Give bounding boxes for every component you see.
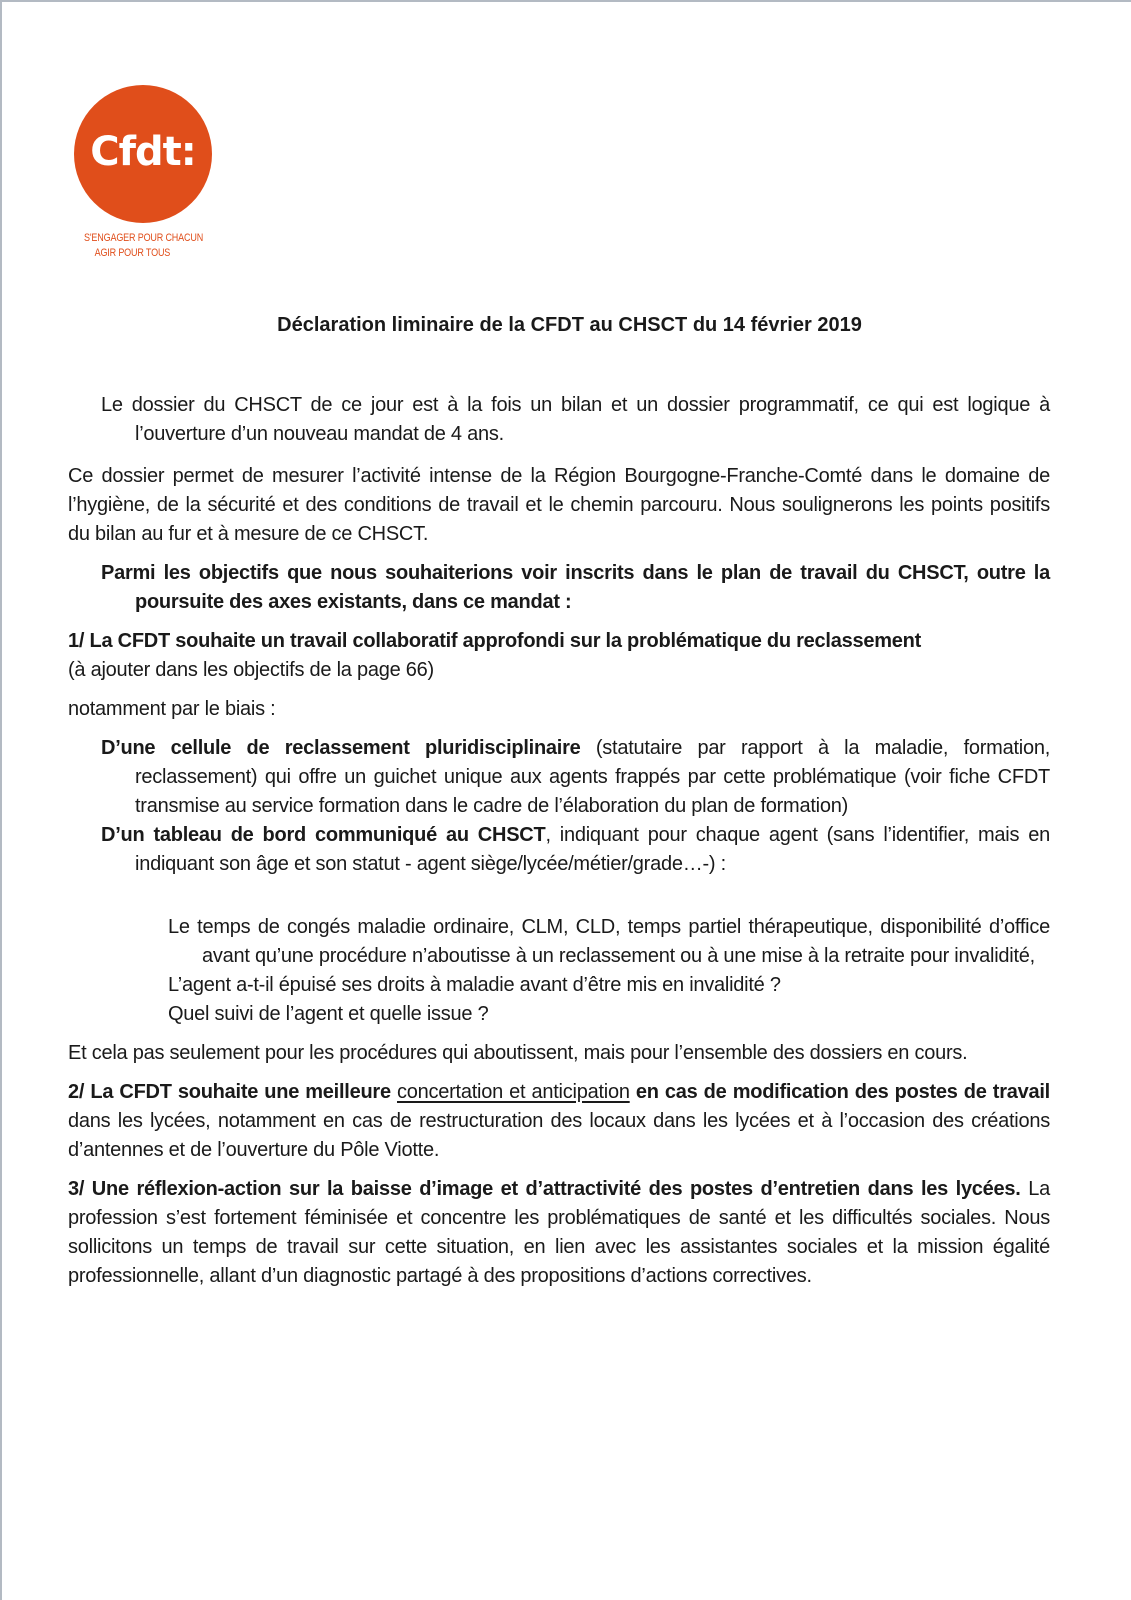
logo-tagline-line2: AGIR POUR TOUS [94, 247, 171, 259]
paragraph-context: Ce dossier permet de mesurer l’activité intense de la Région Bourgogne-Franche-Comté dans le domaine de l’hygiène, de la sécurité et des conditions de travail et le chemin parcouru. Nous soulignerons les points positifs du bilan au fur et à mesure de ce CHSCT. [68, 465, 1050, 545]
point-3-bold: 3/ Une réflexion-action sur la baisse d’image et d’attractivité des postes d’entretien dans les lycées. [68, 1178, 1021, 1200]
point-2 [68, 1078, 1050, 1165]
document-title: Déclaration liminaire de la CFDT au CHSCT du 14 février 2019 [277, 314, 862, 336]
dashboard-item: L’agent a-t-il épuisé ses droits à maladie avant d’être mis en invalidité ? [168, 974, 781, 996]
point-2-underlined: concertation et anticipation [397, 1081, 630, 1103]
document-body [68, 391, 1050, 1291]
dashboard-item: Quel suivi de l’agent et quelle issue ? [168, 1003, 489, 1025]
logo-tagline-line1: S'ENGAGER POUR CHACUN [84, 232, 204, 244]
means-item-text: , indiquant pour chaque agent (sans l’identifier, mais en indiquant son âge et son statut - agent siège/lycée/métier/grade…-) : [135, 824, 1051, 875]
paragraph-objectives-intro: Parmi les objectifs que nous souhaiterions voir inscrits dans le plan de travail du CHSCT, outre la poursuite des axes existants, dans ce mandat : [101, 562, 1050, 613]
point-1-note: (à ajouter dans les objectifs de la page 66) [68, 659, 434, 681]
logo-tagline [84, 231, 204, 261]
means-item-text: (statutaire par rapport à la maladie, formation, reclassement) qui offre un guichet unique aux agents frappés par cette problématique (voir fiche CFDT transmise au service formation dans le cadre de l’élaboration du plan de formation) [135, 737, 1051, 817]
paragraph-scope: Et cela pas seulement pour les procédures qui aboutissent, mais pour l’ensemble des dossiers en cours. [68, 1042, 968, 1064]
point-3-text: La profession s’est fortement féminisée et concentre les problématiques de santé et les difficultés sociales. Nous sollicitons un temps de travail sur cette situation, en lien avec les assistantes sociales et la mission égalité professionnelle, allant d’un diagnostic partagé à des propositions d’actions correctives. [68, 1178, 1050, 1287]
point-2-bold-b: en cas de modification des postes de travail [629, 1081, 1050, 1103]
logo-wordmark: Cfdt: [90, 129, 196, 175]
means-intro: notamment par le biais : [68, 698, 276, 720]
point-2-bold-a: 2/ La CFDT souhaite une meilleure [68, 1081, 398, 1103]
means-item [68, 734, 1050, 821]
cfdt-logo [74, 85, 214, 261]
paragraph-intro: Le dossier du CHSCT de ce jour est à la fois un bilan et un dossier programmatif, ce qui est logique à l’ouverture d’un nouveau mandat de 4 ans. [101, 394, 1050, 445]
point-1-heading: 1/ La CFDT souhaite un travail collaboratif approfondi sur la problématique du reclassement [68, 630, 921, 652]
point-2-text: dans les lycées, notamment en cas de restructuration des locaux dans les lycées et à l’occasion des créations d’antennes et de l’ouverture du Pôle Viotte. [68, 1110, 1050, 1161]
means-item-bold: D’un tableau de bord communiqué au CHSCT [101, 824, 546, 846]
cfdt-logo-icon [74, 85, 212, 223]
means-item [68, 821, 1050, 879]
dashboard-item: Le temps de congés maladie ordinaire, CLM, CLD, temps partiel thérapeutique, disponibilité d’office avant qu’une procédure n’aboutisse à un reclassement ou à une mise à la retraite pour invalidité, [168, 916, 1050, 967]
point-1 [68, 627, 1050, 685]
means-item-bold: D’une cellule de reclassement pluridisciplinaire [101, 737, 581, 759]
point-3 [68, 1175, 1050, 1291]
